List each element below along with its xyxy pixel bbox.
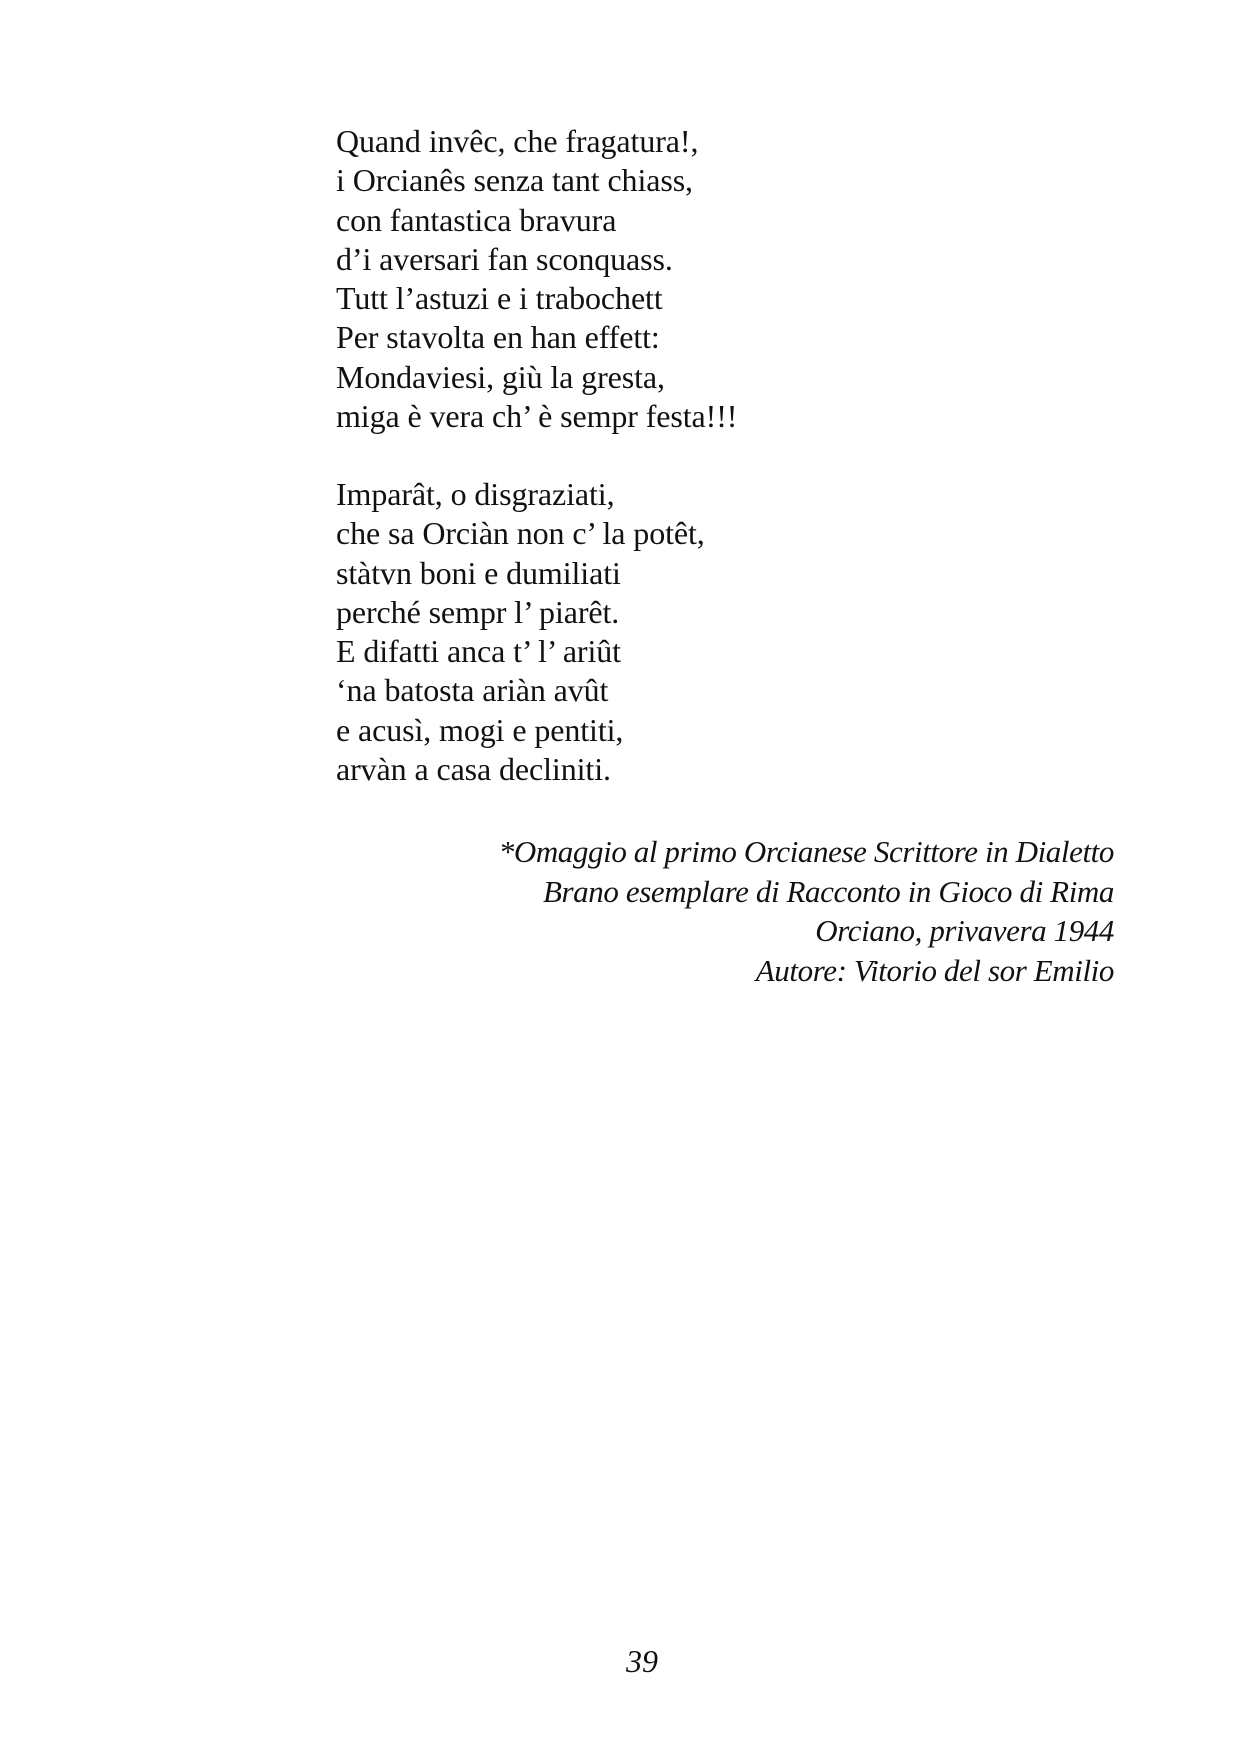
verse-line: arvàn a casa decliniti.: [336, 751, 611, 788]
verse-line: miga è vera ch’ è sempr festa!!!: [336, 398, 738, 435]
verse-line: con fantastica bravura: [336, 201, 617, 238]
dedication-line: Brano esemplare di Racconto in Gioco di Rima: [542, 873, 1114, 909]
verse-line: Per stavolta en han effett:: [336, 319, 660, 356]
verse-line: i Orcianês senza tant chiass,: [336, 162, 693, 199]
verse-line: Quand invêc, che fragatura!,: [336, 123, 699, 159]
dedication-line: *Omaggio al primo Orcianese Scrittore in Dialetto: [498, 834, 1114, 869]
verse-line: che sa Orciàn non c’ la potêt,: [336, 515, 705, 552]
dedication-date: Orciano, privavera 1944: [815, 913, 1114, 948]
verse-line: perché sempr l’ piarêt.: [336, 593, 620, 630]
verse-line: d’i aversari fan sconquass.: [336, 240, 673, 277]
page-number: 39: [626, 1643, 658, 1679]
dedication-author: Autore: Vitorio del sor Emilio: [755, 952, 1114, 988]
dedication-block: [499, 832, 1114, 990]
verse-line: Tutt l’astuzi e i trabochett: [336, 280, 663, 317]
poem-stanza-2: [336, 475, 705, 789]
verse-line: Mondaviesi, giù la gresta,: [336, 358, 665, 395]
verse-line: e acusì, mogi e pentiti,: [336, 711, 624, 748]
verse-line: E difatti anca t’ l’ ariût: [336, 633, 621, 670]
verse-line: stàtvn boni e dumiliati: [336, 554, 621, 591]
verse-line: ‘na batosta ariàn avût: [336, 672, 609, 709]
verse-line: Imparât, o disgraziati,: [336, 476, 615, 512]
poem-stanza-1: [336, 122, 737, 436]
